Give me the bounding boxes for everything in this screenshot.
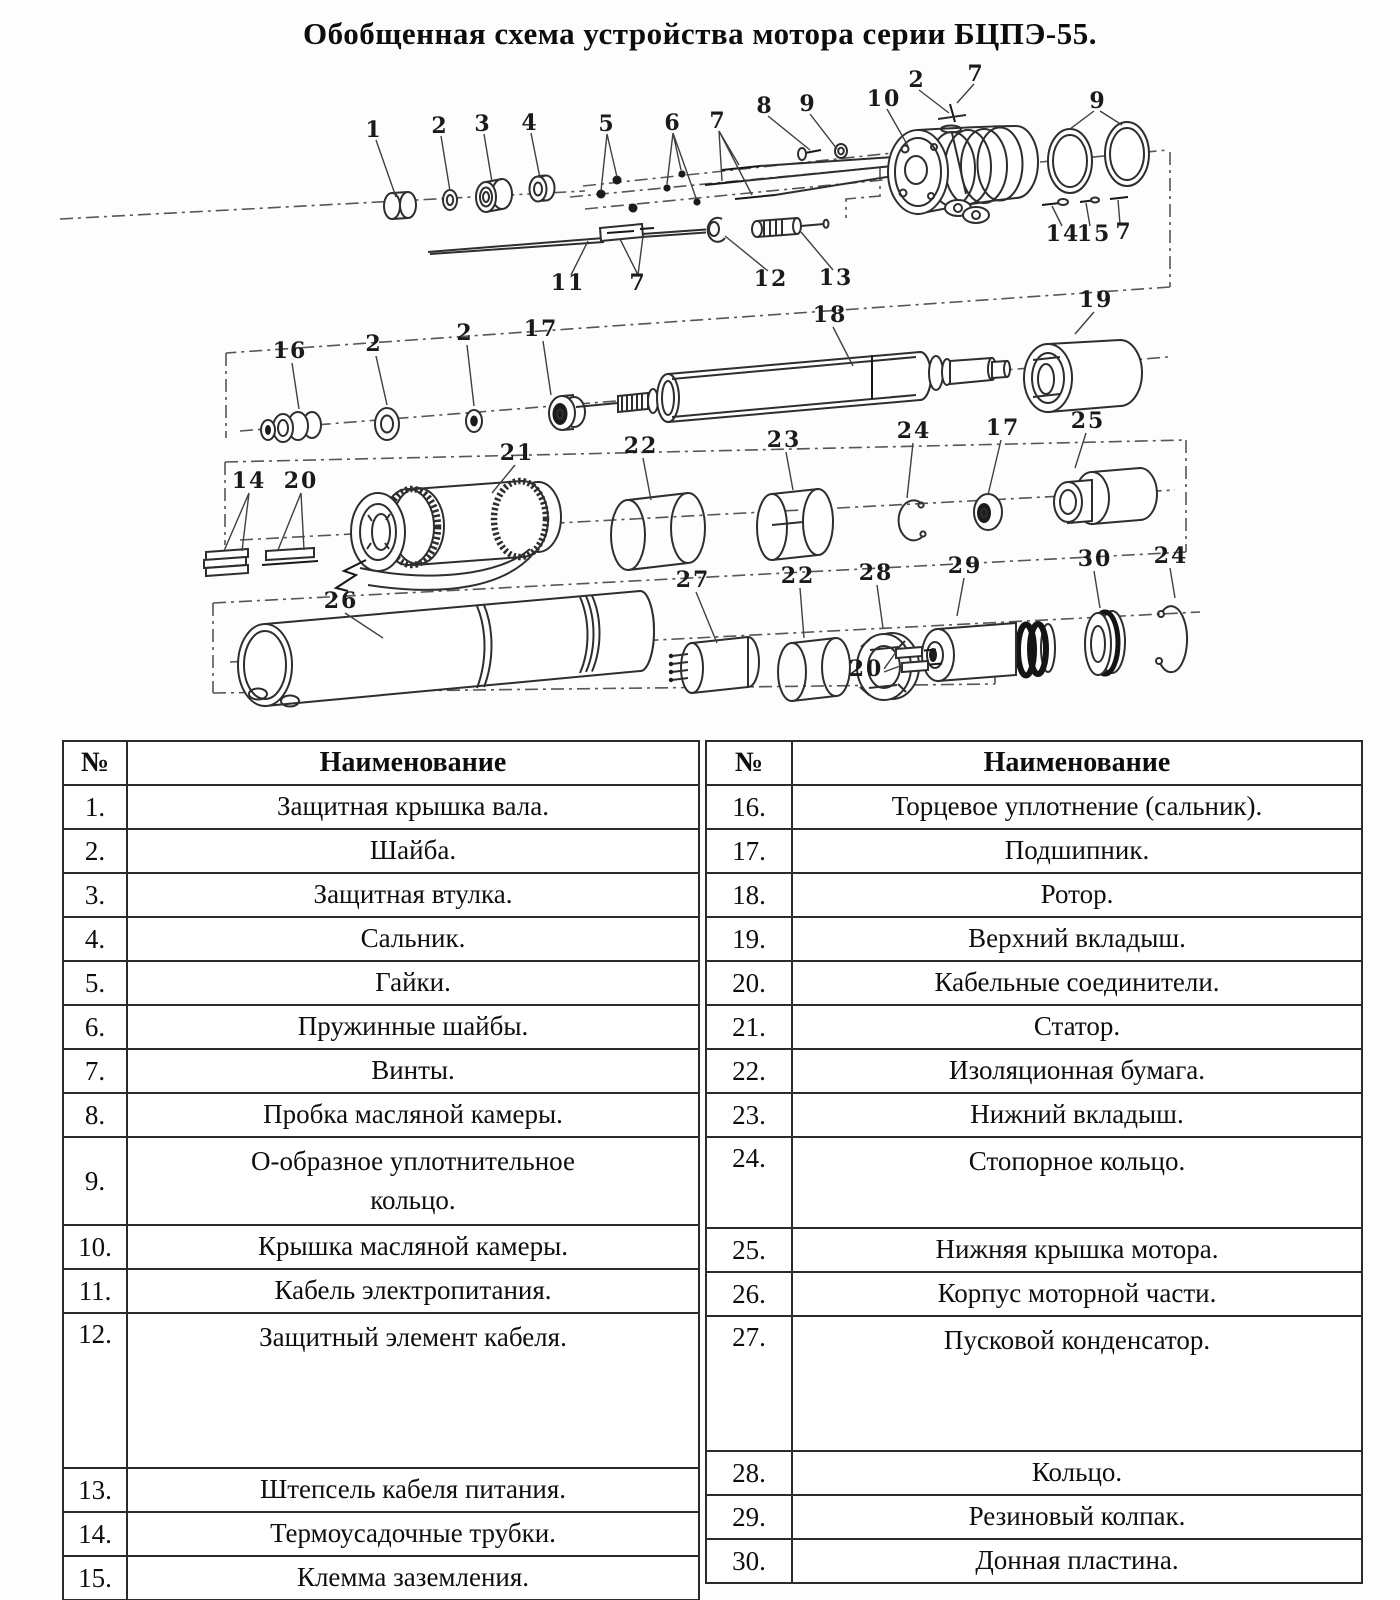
callout: 17 — [523, 316, 559, 342]
row-number: 30. — [706, 1539, 792, 1583]
part-name: Стопорное кольцо. — [792, 1137, 1362, 1228]
table-row — [706, 1093, 1362, 1137]
part-4-gland-seal — [530, 176, 555, 202]
header-name: Наименование — [792, 741, 1362, 785]
part-name: Верхний вкладыш. — [792, 917, 1362, 961]
part-2-washer-large — [375, 408, 399, 440]
table-row — [63, 1468, 699, 1512]
part-name: Ротор. — [792, 873, 1362, 917]
callout: 2 — [365, 331, 383, 357]
callout: 4 — [521, 110, 539, 136]
callout: 30 — [1077, 546, 1113, 572]
row-number: 2. — [63, 829, 127, 873]
parts-table-right — [705, 740, 1363, 1584]
callout: 7 — [1115, 219, 1133, 245]
callout: 19 — [1078, 287, 1114, 313]
table-row — [706, 961, 1362, 1005]
table-row — [706, 1137, 1362, 1228]
row-number: 21. — [706, 1005, 792, 1049]
part-24-circlip-upper — [899, 500, 926, 540]
part-12-cable-protector — [708, 218, 725, 242]
callout: 7 — [629, 270, 647, 296]
part-10-oil-chamber-cover — [888, 104, 1038, 223]
part-17-bearing-upper — [549, 395, 585, 430]
part-name: Резиновый колпак. — [792, 1495, 1362, 1539]
callout: 11 — [550, 270, 586, 296]
part-name: Донная пластина. — [792, 1539, 1362, 1583]
table-row — [706, 829, 1362, 873]
callout: 22 — [623, 433, 659, 459]
table-row — [63, 961, 699, 1005]
callout: 5 — [598, 111, 616, 137]
callout: 7 — [709, 108, 727, 134]
row-number: 20. — [706, 961, 792, 1005]
part-11-power-cable — [428, 224, 706, 254]
callout: 23 — [766, 427, 802, 453]
row-number: 28. — [706, 1451, 792, 1495]
part-name: Подшипник. — [792, 829, 1362, 873]
table-row — [706, 1451, 1362, 1495]
part-24-circlip-lower — [1156, 606, 1187, 672]
callout: 15 — [1076, 221, 1112, 247]
part-3-protective-sleeve — [476, 179, 512, 212]
callout: 21 — [499, 440, 535, 466]
callout: 14 — [231, 468, 267, 494]
row-number: 29. — [706, 1495, 792, 1539]
row-number: 7. — [63, 1049, 127, 1093]
row-number: 10. — [63, 1225, 127, 1269]
part-name: Клемма заземления. — [127, 1556, 699, 1600]
part-name: Торцевое уплотнение (сальник). — [792, 785, 1362, 829]
part-name: Кольцо. — [792, 1451, 1362, 1495]
callout: 2 — [456, 320, 474, 346]
part-2-washer — [443, 190, 457, 210]
callout: 8 — [756, 93, 774, 119]
table-row — [63, 1005, 699, 1049]
callout: 25 — [1070, 408, 1106, 434]
table-row — [706, 785, 1362, 829]
part-14-15-7-small-items — [1042, 197, 1128, 205]
table-row — [63, 1137, 699, 1225]
table-row — [706, 917, 1362, 961]
part-23-lower-bushing — [757, 489, 833, 560]
callout: 2 — [431, 113, 449, 139]
row-number: 4. — [63, 917, 127, 961]
exploded-diagram — [0, 58, 1400, 740]
callout: 20 — [283, 468, 319, 494]
table-row — [706, 1005, 1362, 1049]
part-name: Изоляционная бумага. — [792, 1049, 1362, 1093]
table-row — [63, 1225, 699, 1269]
row-number: 6. — [63, 1005, 127, 1049]
callout: 24 — [1153, 543, 1189, 569]
part-name: Кабельные соединители. — [792, 961, 1362, 1005]
callout: 16 — [272, 338, 308, 364]
callout: 7 — [967, 61, 985, 87]
part-13-cable-plug — [752, 218, 829, 237]
part-name: Кабель электропитания. — [127, 1269, 699, 1313]
callout: 17 — [985, 415, 1021, 441]
table-row — [706, 873, 1362, 917]
table-row — [63, 917, 699, 961]
part-name: Корпус моторной части. — [792, 1272, 1362, 1316]
part-16-mechanical-seal — [261, 412, 321, 442]
callout: 28 — [858, 560, 894, 586]
callout: 6 — [664, 110, 682, 136]
table-header-row — [706, 741, 1362, 785]
callout: 29 — [947, 553, 983, 579]
table-row — [63, 1313, 699, 1468]
callout: 14 — [1045, 221, 1081, 247]
table-row — [63, 785, 699, 829]
row-number: 16. — [706, 785, 792, 829]
row-number: 5. — [63, 961, 127, 1005]
part-27-starting-capacitor — [669, 637, 759, 693]
row-number: 23. — [706, 1093, 792, 1137]
part-25-lower-motor-cover — [1054, 468, 1157, 524]
part-18-rotor — [576, 352, 1010, 422]
row-number: 25. — [706, 1228, 792, 1272]
row-number: 13. — [63, 1468, 127, 1512]
callout: 24 — [896, 418, 932, 444]
callout: 3 — [474, 111, 492, 137]
table-header-row — [63, 741, 699, 785]
table-row — [706, 1316, 1362, 1451]
part-name: Пружинные шайбы. — [127, 1005, 699, 1049]
part-22-insulation-paper-lower — [778, 638, 850, 701]
table-row — [63, 1269, 699, 1313]
part-name: Статор. — [792, 1005, 1362, 1049]
part-19-upper-bushing — [1024, 340, 1142, 412]
table-row — [63, 873, 699, 917]
table-row — [706, 1539, 1362, 1583]
row-number: 11. — [63, 1269, 127, 1313]
table-row — [706, 1495, 1362, 1539]
part-22-insulation-paper-upper — [611, 493, 705, 570]
callout: 26 — [323, 588, 359, 614]
row-number: 26. — [706, 1272, 792, 1316]
callout: 2 — [908, 67, 926, 93]
part-26-motor-housing — [238, 591, 654, 707]
row-number: 27. — [706, 1316, 792, 1451]
callout: 13 — [818, 265, 854, 291]
part-2-washer-small — [466, 410, 482, 432]
row-number: 19. — [706, 917, 792, 961]
header-number: № — [706, 741, 792, 785]
table-row — [706, 1049, 1362, 1093]
part-30-bottom-plate — [1085, 611, 1125, 675]
part-1-shaft-protective-cover — [384, 192, 416, 219]
header-name: Наименование — [127, 741, 699, 785]
table-row — [706, 1272, 1362, 1316]
callout: 9 — [799, 91, 817, 117]
callout: 20 — [848, 656, 884, 682]
part-name: О-образное уплотнительное кольцо. — [127, 1137, 699, 1225]
table-row — [63, 1093, 699, 1137]
part-name: Пусковой конденсатор. — [792, 1316, 1362, 1451]
callout: 18 — [812, 302, 848, 328]
row-number: 9. — [63, 1137, 127, 1225]
callout: 9 — [1089, 88, 1107, 114]
table-row — [63, 1556, 699, 1600]
part-name: Защитный элемент кабеля. — [127, 1313, 699, 1468]
row-number: 1. — [63, 785, 127, 829]
part-name: Защитная втулка. — [127, 873, 699, 917]
part-name: Защитная крышка вала. — [127, 785, 699, 829]
part-name: Крышка масляной камеры. — [127, 1225, 699, 1269]
part-name: Нижний вкладыш. — [792, 1093, 1362, 1137]
parts-table-left — [62, 740, 700, 1600]
callout: 22 — [780, 563, 816, 589]
part-14-heat-shrink-tubes — [204, 549, 248, 576]
parts-tables — [0, 740, 1400, 1600]
callout: 1 — [365, 117, 383, 143]
part-name: Термоусадочные трубки. — [127, 1512, 699, 1556]
table-row — [63, 829, 699, 873]
part-29-rubber-cap — [922, 623, 1055, 681]
row-number: 12. — [63, 1313, 127, 1468]
header-number: № — [63, 741, 127, 785]
part-name: Гайки. — [127, 961, 699, 1005]
table-row — [63, 1049, 699, 1093]
part-17-bearing-lower — [974, 494, 1002, 530]
page-title: Обобщенная схема устройства мотора серии БЦПЭ-55. — [303, 16, 1097, 51]
row-number: 15. — [63, 1556, 127, 1600]
part-name: Винты. — [127, 1049, 699, 1093]
part-name: Нижняя крышка мотора. — [792, 1228, 1362, 1272]
part-21-stator — [336, 481, 561, 591]
part-name: Шайба. — [127, 829, 699, 873]
row-number: 14. — [63, 1512, 127, 1556]
row-number: 17. — [706, 829, 792, 873]
row-number: 3. — [63, 873, 127, 917]
callout: 27 — [675, 567, 711, 593]
diagram-line-art — [204, 104, 1187, 707]
callout: 10 — [866, 86, 902, 112]
row-number: 8. — [63, 1093, 127, 1137]
callout: 12 — [753, 266, 789, 292]
row-number: 24. — [706, 1137, 792, 1228]
table-row — [706, 1228, 1362, 1272]
part-name: Штепсель кабеля питания. — [127, 1468, 699, 1512]
row-number: 18. — [706, 873, 792, 917]
part-name: Сальник. — [127, 917, 699, 961]
part-name: Пробка масляной камеры. — [127, 1093, 699, 1137]
part-9-small-o-ring — [835, 144, 847, 158]
table-row — [63, 1512, 699, 1556]
part-9-large-o-rings — [1048, 122, 1149, 193]
bolt-axis-lines — [743, 157, 893, 195]
row-number: 22. — [706, 1049, 792, 1093]
part-20-cable-connector-left — [262, 548, 318, 565]
